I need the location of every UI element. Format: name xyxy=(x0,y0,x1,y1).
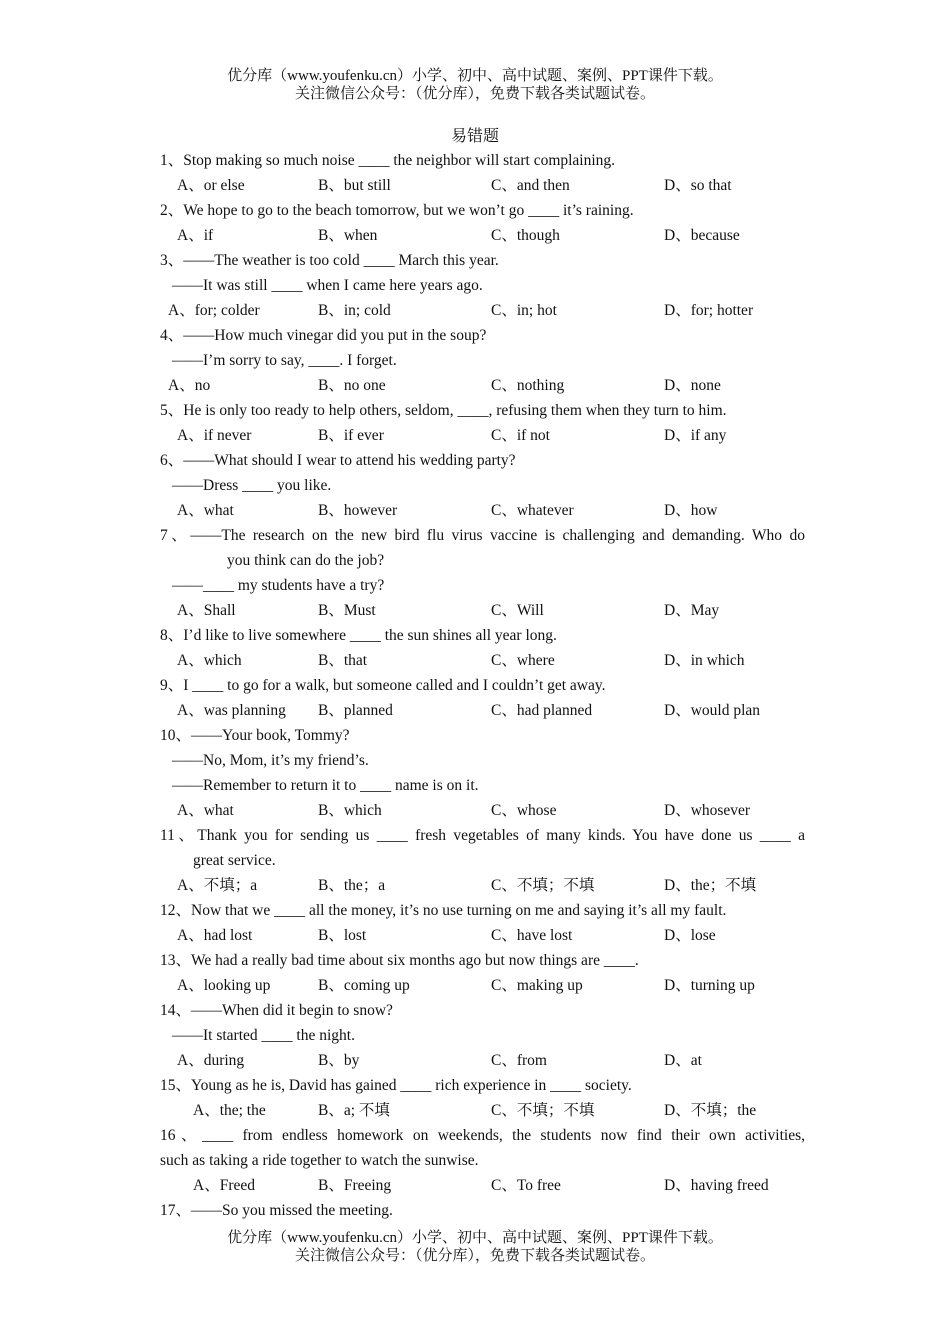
options-row xyxy=(160,651,805,676)
option-d: D、lose xyxy=(664,927,716,944)
option-c: C、where xyxy=(491,652,555,669)
question-stem: 6、——What should I wear to attend his wedding party? xyxy=(160,452,516,469)
dialogue-line: ——No, Mom, it’s my friend’s. xyxy=(172,752,369,769)
question-16 xyxy=(160,1126,805,1201)
option-a: A、had lost xyxy=(177,927,253,944)
option-c: C、不填；不填 xyxy=(491,1102,595,1119)
option-c: C、have lost xyxy=(491,927,573,944)
document-title: 易错题 xyxy=(450,128,499,145)
option-d: D、none xyxy=(664,377,721,394)
option-b: B、lost xyxy=(318,927,367,944)
option-b: B、planned xyxy=(318,702,393,719)
question-list xyxy=(160,151,805,1226)
footer-line-2: 关注微信公众号：（优分库），免费下载各类试题试卷。 xyxy=(294,1248,655,1264)
option-d: D、so that xyxy=(664,177,732,194)
option-c: C、and then xyxy=(491,177,570,194)
question-12 xyxy=(160,901,805,951)
question-stem: 17、——So you missed the meeting. xyxy=(160,1202,393,1219)
question-13 xyxy=(160,951,805,1001)
options-row xyxy=(160,876,805,901)
options-row xyxy=(160,926,805,951)
option-c: C、though xyxy=(491,227,560,244)
question-7 xyxy=(160,526,805,626)
question-stem: 14、——When did it begin to snow? xyxy=(160,1002,393,1019)
question-stem: 9、I ____ to go for a walk, but someone called and I couldn’t get away. xyxy=(160,677,606,694)
option-b: B、Freeing xyxy=(318,1177,392,1194)
question-stem: 3、——The weather is too cold ____ March this year. xyxy=(160,252,499,269)
option-b: B、a; 不填 xyxy=(318,1102,390,1119)
option-d: D、不填；the xyxy=(664,1102,757,1119)
question-stem: 13、We had a really bad time about six months ago but now things are ____. xyxy=(160,952,639,969)
question-1 xyxy=(160,151,805,201)
option-a: A、during xyxy=(177,1052,245,1069)
question-9 xyxy=(160,676,805,726)
option-b: B、but still xyxy=(318,177,391,194)
options-row xyxy=(160,701,805,726)
question-8 xyxy=(160,626,805,676)
option-d: D、for; hotter xyxy=(664,302,754,319)
option-a: A、for; colder xyxy=(168,302,260,319)
option-a: A、if never xyxy=(177,427,252,444)
options-row xyxy=(160,1051,805,1076)
option-d: D、because xyxy=(664,227,740,244)
option-a: A、the; the xyxy=(193,1102,266,1119)
options-row xyxy=(160,1101,805,1126)
header-line-2: 关注微信公众号：（优分库），免费下载各类试题试卷。 xyxy=(294,86,655,102)
option-b: B、the；a xyxy=(318,877,386,894)
dialogue-line: ——Dress ____ you like. xyxy=(172,477,332,494)
dialogue-line: ——Remember to return it to ____ name is on it. xyxy=(172,777,479,794)
option-d: D、having freed xyxy=(664,1177,769,1194)
option-d: D、turning up xyxy=(664,977,755,994)
options-row xyxy=(160,301,805,326)
option-b: B、Must xyxy=(318,602,376,619)
question-17 xyxy=(160,1201,805,1226)
option-a: A、if xyxy=(177,227,214,244)
question-11 xyxy=(160,826,805,901)
option-c: C、不填；不填 xyxy=(491,877,595,894)
option-c: C、whose xyxy=(491,802,557,819)
option-c: C、if not xyxy=(491,427,550,444)
options-row xyxy=(160,426,805,451)
question-2 xyxy=(160,201,805,251)
option-a: A、or else xyxy=(177,177,245,194)
dialogue-line: ——____ my students have a try? xyxy=(172,577,385,594)
option-a: A、what xyxy=(177,502,234,519)
question-stem: 16、____ from endless homework on weekends, the students now find their own activities, xyxy=(160,1127,805,1144)
options-row xyxy=(160,801,805,826)
question-3 xyxy=(160,251,805,326)
stem-continuation: such as taking a ride together to watch the sunwise. xyxy=(160,1152,479,1169)
question-stem: 8、I’d like to live somewhere ____ the sun shines all year long. xyxy=(160,627,557,644)
option-a: A、which xyxy=(177,652,242,669)
question-stem: 2、We hope to go to the beach tomorrow, but we won’t go ____ it’s raining. xyxy=(160,202,634,219)
question-stem: 1、Stop making so much noise ____ the neighbor will start complaining. xyxy=(160,152,616,169)
option-d: D、if any xyxy=(664,427,727,444)
stem-continuation: great service. xyxy=(193,852,276,869)
question-6 xyxy=(160,451,805,526)
option-c: C、from xyxy=(491,1052,547,1069)
option-b: B、which xyxy=(318,802,382,819)
option-d: D、how xyxy=(664,502,718,519)
question-15 xyxy=(160,1076,805,1126)
dialogue-line: ——I’m sorry to say, ____. I forget. xyxy=(172,352,397,369)
question-stem: 15、Young as he is, David has gained ____ rich experience in ____ society. xyxy=(160,1077,632,1094)
option-c: C、had planned xyxy=(491,702,593,719)
option-c: C、Will xyxy=(491,602,544,619)
option-a: A、不填；a xyxy=(177,877,258,894)
option-b: B、coming up xyxy=(318,977,410,994)
options-row xyxy=(160,976,805,1001)
option-c: C、nothing xyxy=(491,377,565,394)
option-d: D、May xyxy=(664,602,720,619)
option-a: A、Freed xyxy=(193,1177,255,1194)
question-stem: 10、——Your book, Tommy? xyxy=(160,727,350,744)
option-c: C、To free xyxy=(491,1177,561,1194)
page-header xyxy=(0,67,950,103)
dialogue-line: ——It started ____ the night. xyxy=(172,1027,355,1044)
option-c: C、whatever xyxy=(491,502,574,519)
option-b: B、no one xyxy=(318,377,386,394)
option-d: D、would plan xyxy=(664,702,761,719)
options-row xyxy=(160,226,805,251)
question-stem: 5、He is only too ready to help others, seldom, ____, refusing them when they turn to him. xyxy=(160,402,727,419)
question-14 xyxy=(160,1001,805,1076)
option-a: A、looking up xyxy=(177,977,271,994)
option-a: A、no xyxy=(168,377,211,394)
option-d: D、whosever xyxy=(664,802,751,819)
option-a: A、was planning xyxy=(177,702,286,719)
option-c: C、in; hot xyxy=(491,302,557,319)
option-b: B、that xyxy=(318,652,368,669)
options-row xyxy=(160,376,805,401)
option-b: B、when xyxy=(318,227,378,244)
option-d: D、in which xyxy=(664,652,745,669)
question-4 xyxy=(160,326,805,401)
question-10 xyxy=(160,726,805,826)
option-a: A、what xyxy=(177,802,234,819)
page-footer xyxy=(0,1229,950,1265)
option-b: B、however xyxy=(318,502,398,519)
dialogue-line: ——It was still ____ when I came here years ago. xyxy=(172,277,483,294)
option-b: B、in; cold xyxy=(318,302,391,319)
question-stem: 12、Now that we ____ all the money, it’s no use turning on me and saying it’s all my fault. xyxy=(160,902,727,919)
options-row xyxy=(160,601,805,626)
options-row xyxy=(160,176,805,201)
option-b: B、if ever xyxy=(318,427,384,444)
question-stem: 7、——The research on the new bird flu virus vaccine is challenging and demanding. Who do xyxy=(160,527,805,544)
footer-line-1: 优分库（www.youfenku.cn）小学、初中、高中试题、案例、PPT课件下载。 xyxy=(227,1230,723,1246)
option-d: D、the；不填 xyxy=(664,877,757,894)
question-stem: 11、Thank you for sending us ____ fresh vegetables of many kinds. You have done us ____ a xyxy=(160,827,805,844)
option-b: B、by xyxy=(318,1052,360,1069)
stem-continuation: you think can do the job? xyxy=(227,552,385,569)
option-c: C、making up xyxy=(491,977,583,994)
option-a: A、Shall xyxy=(177,602,236,619)
options-row xyxy=(160,1176,805,1201)
header-line-1: 优分库（www.youfenku.cn）小学、初中、高中试题、案例、PPT课件下载。 xyxy=(227,68,723,84)
question-5 xyxy=(160,401,805,451)
question-stem: 4、——How much vinegar did you put in the soup? xyxy=(160,327,487,344)
options-row xyxy=(160,501,805,526)
option-d: D、at xyxy=(664,1052,702,1069)
